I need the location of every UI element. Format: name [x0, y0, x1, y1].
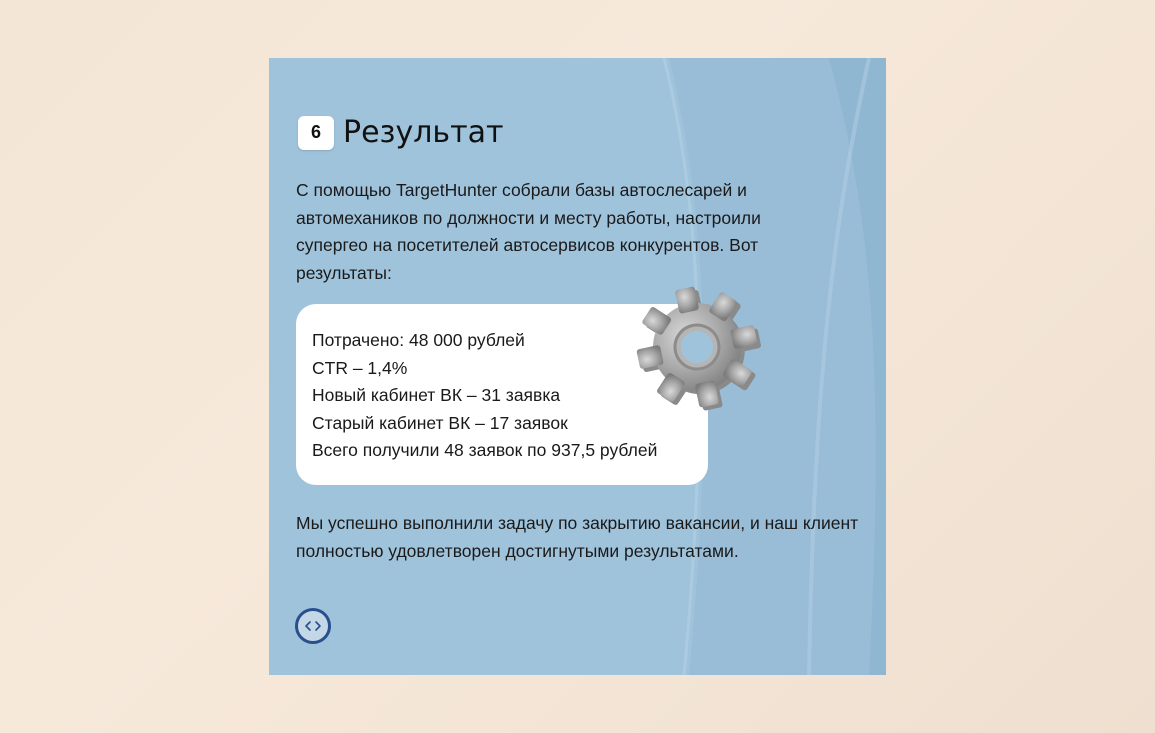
outro-text: Мы успешно выполнили задачу по закрытию вакансии, и наш клиент полностью удовлетворен достигнутыми результатами.	[296, 513, 859, 561]
result-old-account: Старый кабинет ВК – 17 заявок	[312, 412, 568, 433]
intro-text: С помощью TargetHunter собрали базы автослесарей и автомехаников по должности и месту работы, настроили супергео на посетителей автосервисов конкурентов. Вот результаты:	[296, 180, 761, 283]
result-ctr: CTR – 1,4%	[312, 357, 408, 378]
slide-title: Результат	[343, 115, 504, 150]
step-number-badge: 6	[298, 116, 334, 150]
result-total: Всего получили 48 заявок по 937,5 рублей	[312, 440, 658, 460]
result-new-account: Новый кабинет ВК – 31 заявка	[312, 385, 561, 405]
result-spent: Потрачено: 48 000 рублей	[312, 330, 525, 350]
carousel-nav-button[interactable]	[295, 608, 331, 644]
slide-header	[298, 115, 503, 150]
gear-icon	[631, 283, 763, 411]
code-arrows-icon	[304, 620, 322, 632]
slide-card	[269, 58, 886, 675]
